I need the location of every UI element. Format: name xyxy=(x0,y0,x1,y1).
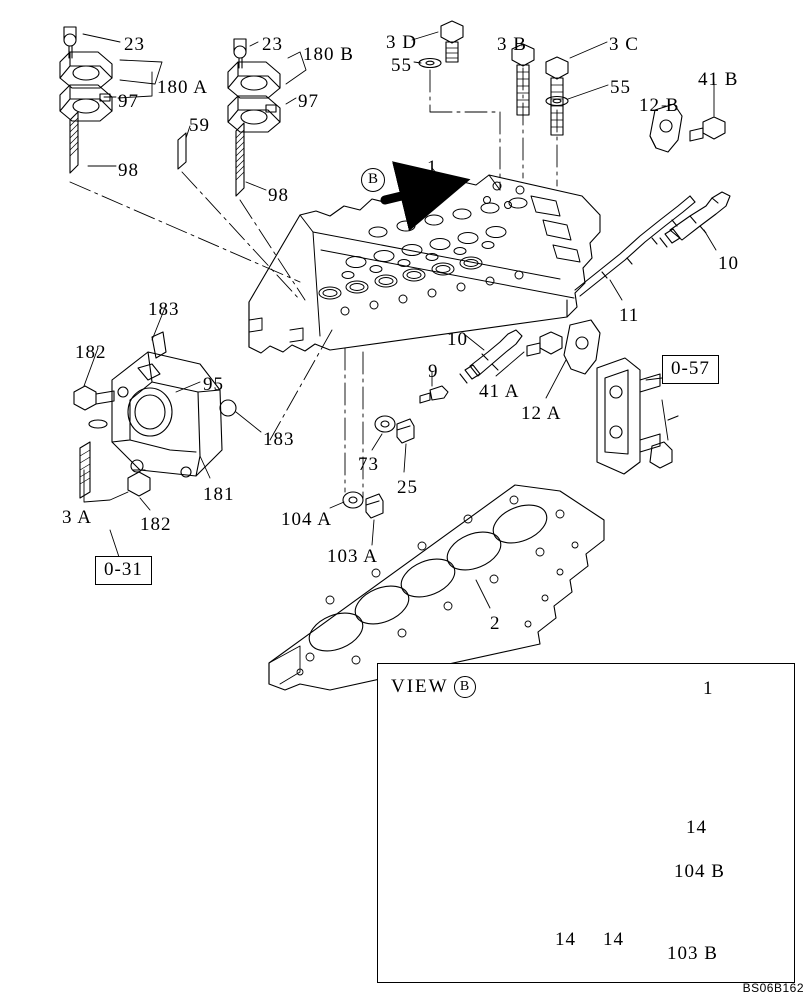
callout-3-b: 3 B xyxy=(497,34,527,55)
callout-181: 181 xyxy=(203,484,235,505)
callout-23-b: 23 xyxy=(262,34,283,55)
callout-1-main: 1 xyxy=(427,157,438,178)
view-b-panel xyxy=(377,663,795,983)
callout-55-b: 55 xyxy=(610,77,631,98)
plug-103a xyxy=(366,494,383,518)
callout-183-b: 183 xyxy=(263,429,295,450)
callout-41-b: 41 B xyxy=(698,69,739,90)
callout-10-left: 10 xyxy=(447,329,468,350)
callout-182-a: 182 xyxy=(75,342,107,363)
callout-12-a: 12 A xyxy=(521,403,562,424)
callout-41-a: 41 A xyxy=(479,381,520,402)
callout-103-b: 103 B xyxy=(667,943,718,964)
bolt-3d xyxy=(441,21,463,62)
fuel-rail-11 xyxy=(575,196,695,296)
callout-10-right: 10 xyxy=(718,253,739,274)
rocker-bracket-180a xyxy=(60,27,112,173)
callout-23-a: 23 xyxy=(124,34,145,55)
callout-view-14-right: 14 xyxy=(686,817,707,838)
callout-11: 11 xyxy=(619,305,640,326)
callout-180-a: 180 A xyxy=(157,77,208,98)
rocker-bracket-180b xyxy=(228,39,280,196)
callout-183-a: 183 xyxy=(148,299,180,320)
view-b-text: VIEW xyxy=(391,676,449,697)
callout-view-1: 1 xyxy=(703,678,714,699)
view-b-label xyxy=(391,676,476,698)
callout-98-b: 98 xyxy=(268,185,289,206)
callout-59: 59 xyxy=(189,115,210,136)
plug-25 xyxy=(397,419,414,443)
callout-104-b: 104 B xyxy=(674,861,725,882)
callout-3-a: 3 A xyxy=(62,507,92,528)
figure-code: BS06B162 xyxy=(742,981,804,995)
view-b-marker: B xyxy=(454,676,476,698)
reference-box-0-57[interactable]: 0-57 xyxy=(662,355,719,384)
callout-104-a: 104 A xyxy=(281,509,332,530)
callout-3-c: 3 C xyxy=(609,34,639,55)
small-part-9 xyxy=(420,386,448,403)
callout-73: 73 xyxy=(358,454,379,475)
detail-arrow xyxy=(385,192,418,200)
detail-marker-b: B xyxy=(361,168,385,192)
bolt-41a xyxy=(527,332,562,356)
callout-95: 95 xyxy=(203,374,224,395)
bolt-41b xyxy=(690,117,725,141)
washer-104a xyxy=(343,492,363,508)
callout-55-a: 55 xyxy=(391,55,412,76)
injector-10-right xyxy=(660,192,730,247)
callout-12-b: 12 B xyxy=(639,95,680,116)
washer-55-left xyxy=(419,59,441,68)
washer-73 xyxy=(375,416,395,432)
callout-180-b: 180 B xyxy=(303,44,354,65)
callout-182-b: 182 xyxy=(140,514,172,535)
center-lines xyxy=(70,68,557,498)
callout-2: 2 xyxy=(490,613,501,634)
reference-box-0-31[interactable]: 0-31 xyxy=(95,556,152,585)
callout-97-b: 97 xyxy=(298,91,319,112)
washer-55-right xyxy=(546,97,568,106)
dowel-59 xyxy=(178,133,186,169)
callout-view-14-a: 14 xyxy=(555,929,576,950)
callout-9: 9 xyxy=(428,361,439,382)
cylinder-head-main xyxy=(249,175,600,353)
callout-25: 25 xyxy=(397,477,418,498)
callout-97-a: 97 xyxy=(118,91,139,112)
callout-view-14-b: 14 xyxy=(603,929,624,950)
injector-clamp-12a xyxy=(564,320,600,374)
callout-98-a: 98 xyxy=(118,160,139,181)
callout-103-a: 103 A xyxy=(327,546,378,567)
callout-3-d: 3 D xyxy=(386,32,417,53)
